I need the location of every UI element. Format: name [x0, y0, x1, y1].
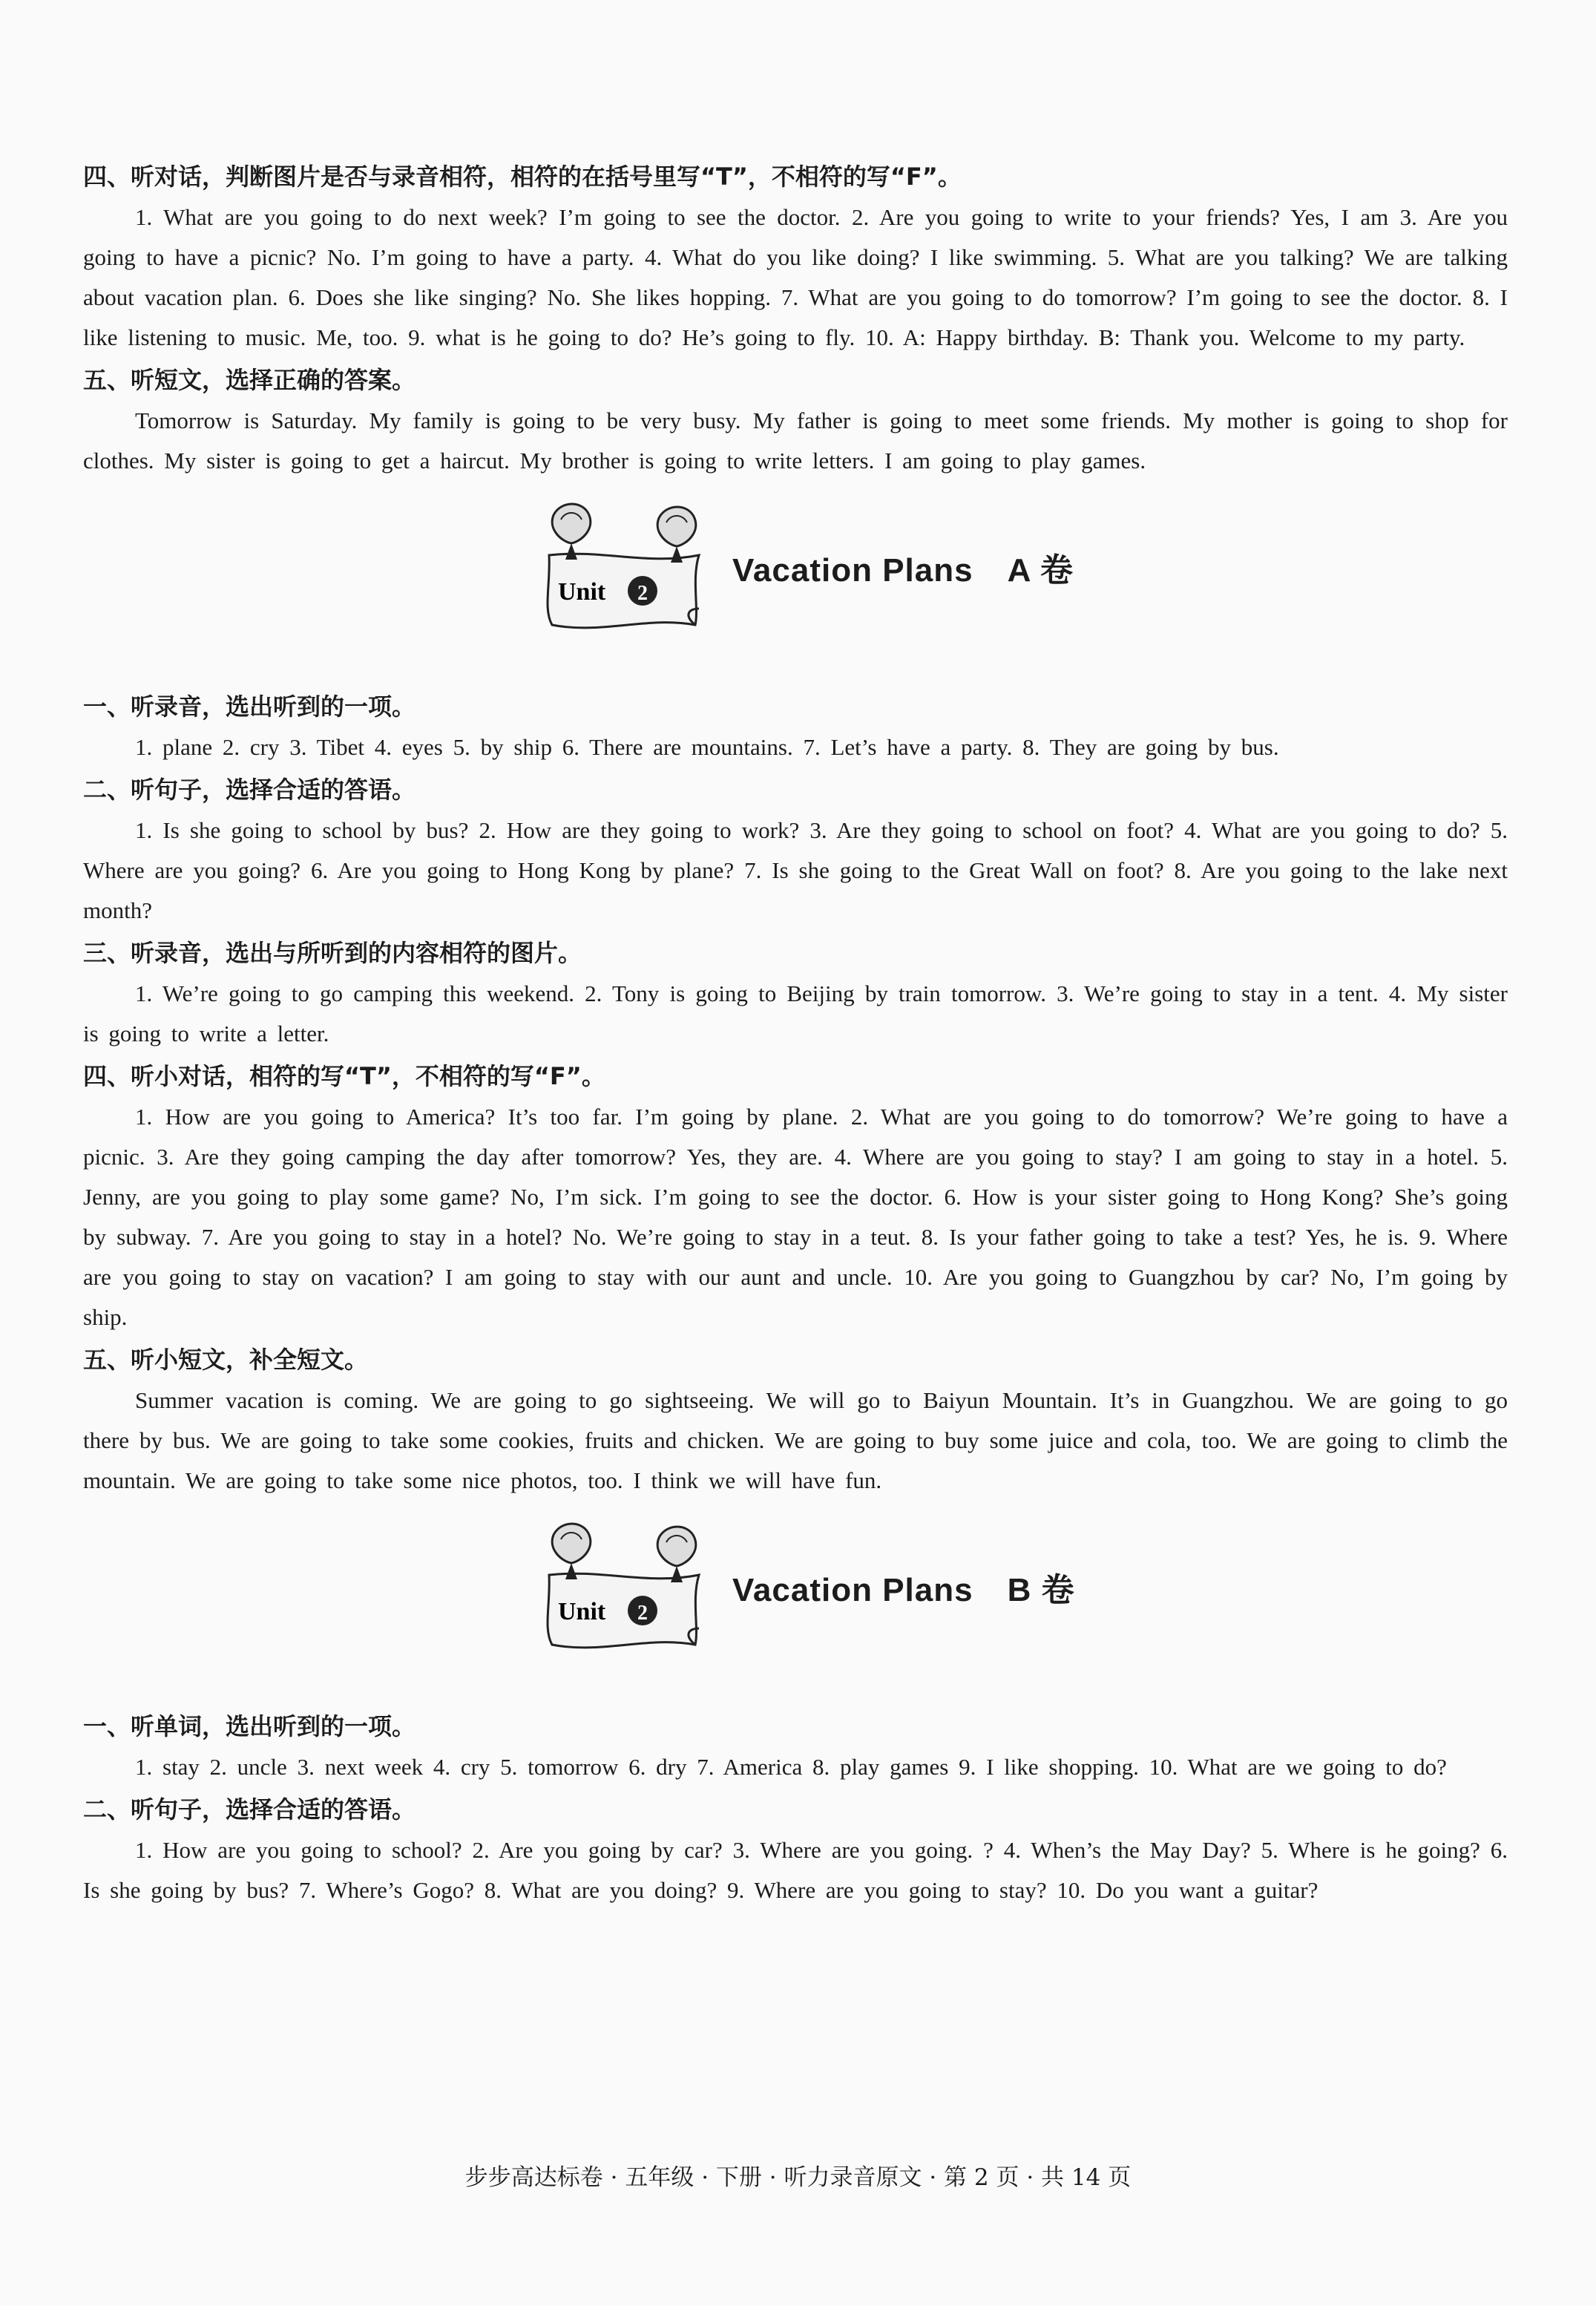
section-heading: 五、听小短文，补全短文。 — [83, 1346, 369, 1374]
section-text: 1. stay 2. uncle 3. next week 4. cry 5. tomorrow 6. dry 7. America 8. play games 9. I like shopping. 10. What are we going to do? — [135, 1754, 1447, 1780]
unit-title — [732, 543, 1074, 591]
section-text: 1. Is she going to school by bus? 2. How are they going to work? 3. Are they going to school on foot? 4. What are you going to do? 5. Where are you going? 6. Are you going to Hong Kong by plane? 7. Is she going to the Great Wall on foot? 8. Are you going to the lake next month? — [83, 817, 1508, 923]
section-text: Summer vacation is coming. We are going to go sightseeing. We will go to Baiyun Mountain. It’s in Guangzhou. We are going to go there by bus. We are going to take some cookies, fruits and chicken. We are going to buy some juice and cola, too. We are going to climb the mountain. We are going to take some nice photos, too. I think we will have fun. — [83, 1387, 1508, 1493]
unit-badge-label: Unit — [558, 1598, 606, 1625]
section-text: 1. plane 2. cry 3. Tibet 4. eyes 5. by ship 6. There are mountains. 7. Let’s have a party. 8. They are going by bus. — [135, 734, 1279, 760]
unit-title-text: Vacation Plans — [732, 552, 973, 589]
unit-header-b — [83, 1514, 1508, 1700]
unit-title-text: Vacation Plans — [732, 1572, 973, 1608]
unit-header-a — [83, 494, 1508, 680]
unit-badge-label: Unit — [558, 578, 606, 606]
section-heading: 二、听句子，选择合适的答语。 — [83, 1795, 416, 1824]
paper-label: B 卷 — [1007, 1572, 1075, 1608]
unit-badge-number: 2 — [637, 1602, 648, 1625]
section-heading: 四、听对话，判断图片是否与录音相符，相符的在括号里写“T”，不相符的写“F”。 — [83, 163, 962, 191]
section-heading: 五、听短文，选择正确的答案。 — [83, 366, 416, 394]
section-text: 1. We’re going to go camping this weekend. 2. Tony is going to Beijing by train tomorrow. 3. We’re going to stay in a tent. 4. My sister is going to write a letter. — [83, 980, 1508, 1046]
page-footer: 步步高达标卷 · 五年级 · 下册 · 听力录音原文 · 第 2 页 · 共 14 页 — [464, 2164, 1132, 2191]
section-heading: 二、听句子，选择合适的答语。 — [83, 776, 416, 804]
section-heading: 四、听小对话，相符的写“T”，不相符的写“F”。 — [83, 1062, 605, 1090]
section-text: Tomorrow is Saturday. My family is going to be very busy. My father is going to meet some friends. My mother is going to shop for clothes. My sister is going to get a haircut. My brother is going to write letters. I am going to play games. — [83, 407, 1508, 474]
section-heading: 一、听单词，选出听到的一项。 — [83, 1712, 416, 1740]
section-text: 1. How are you going to school? 2. Are you going by car? 3. Where are you going. ? 4. When’s the May Day? 5. Where is he going? 6. Is she going by bus? 7. Where’s Gogo? 8. What are you doing? 9. Where are you going to stay? 10. Do you want a guitar? — [83, 1837, 1508, 1903]
section-text: 1. What are you going to do next week? I’m going to see the doctor. 2. Are you going to write to your friends? Yes, I am 3. Are you going to have a picnic? No. I’m going to have a party. 4. What do you like doing? I like swimming. 5. What are you talking? We are talking about vacation plan. 6. Does she like singing? No. She likes hopping. 7. What are you going to do tomorrow? I’m going to see the doctor. 8. I like listening to music. Me, too. 9. what is he going to do? He’s going to fly. 10. A: Happy birthday. B: Thank you. Welcome to my party. — [83, 204, 1508, 350]
section-heading: 一、听录音，选出听到的一项。 — [83, 692, 416, 721]
section-heading: 三、听录音，选出与所听到的内容相符的图片。 — [83, 939, 582, 967]
unit-badge-number: 2 — [637, 582, 648, 605]
unit-title — [732, 1563, 1075, 1611]
section-text: 1. How are you going to America? It’s too far. I’m going by plane. 2. What are you going to do tomorrow? We’re going to have a picnic. 3. Are they going camping the day after tomorrow? Yes, they are. 4. Where are you going to stay? I am going to stay in a hotel. 5. Jenny, are you going to play some game? No, I’m sick. I’m going to see the doctor. 6. How is your sister going to Hong Kong? She’s going by subway. 7. Are you going to stay in a hotel? No. We’re going to stay in a teut. 8. Is your father going to take a test? Yes, he is. 9. Where are you going to stay on vacation? I am going to stay with our aunt and uncle. 10. Are you going to Guangzhou by car? No, I’m going by ship. — [83, 1104, 1508, 1330]
paper-label: A 卷 — [1007, 552, 1074, 589]
content — [83, 156, 1508, 1912]
